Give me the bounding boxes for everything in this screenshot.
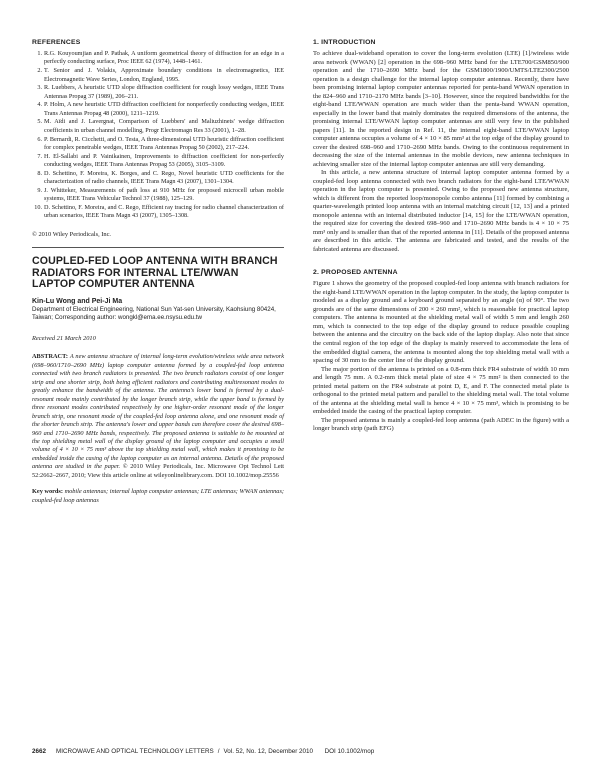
references-heading: REFERENCES	[32, 39, 81, 46]
reference-text: P. Holm, A new heuristic UTD diffraction coefficient for nonperfectly conducting wedges, IEEE Trans Antennas Propag 48 (2000), 1211–1219.	[44, 101, 284, 117]
reference-number: 5.	[37, 118, 42, 126]
left-column	[32, 38, 284, 505]
page-footer	[32, 748, 569, 756]
proposed-paragraph: Figure 1 shows the geometry of the proposed coupled-fed loop antenna with branch radiators for the eight-band LTE/WWAN operation in the laptop computer. In the study, the laptop computer is modeled as a display ground and a keyboard ground separated by an angle (α) of 90°. The two grounds are of the same dimensions of 200 × 260 mm², which is reasonable for practical laptop computers. The antenna is mounted at the shielding metal wall of width 5 mm and length 260 mm, which is connected to the top edge of the display ground to reduce possible coupling between the antenna and the circuitry on the back side of the laptop display. Also note that since the central region of the top edge of the display is mainly reserved to accommodate the lens of the embedded digital camera, the antenna is mounted along the top shielding metal wall with a spacing of 30 mm to the center line of the display ground.	[313, 280, 569, 365]
references-list	[32, 50, 284, 221]
reference-text: R. Luebbers, A heuristic UTD slope diffraction coefficient for rough lossy wedges, IEEE Trans Antennas Propag 37 (1989), 206–211.	[44, 84, 284, 100]
reference-number: 2.	[37, 67, 42, 75]
reference-text: H. El-Sallabi and P. Vainikainen, Improvements to diffraction coefficient for non-perfectly conducting wedges, IEEE Trans Antennas Propag 53 (2005), 3105–3109.	[44, 152, 284, 169]
page-number: 2662	[32, 748, 47, 755]
right-column	[313, 38, 569, 434]
reference-text: D. Schettino, F. Moreira, K. Borges, and C. Rego, Novel heuristic UTD coefficients for the characterization of radio channels, IEEE Trans Magn 43 (2007), 1301–1304.	[44, 169, 284, 186]
section-divider	[32, 247, 284, 248]
reference-item	[32, 118, 284, 135]
abstract	[32, 353, 284, 480]
article-title: COUPLED-FED LOOP ANTENNA WITH BRANCH RADIATORS FOR INTERNAL LTE/WWAN LAPTOP COMPUTER ANTENNA	[32, 255, 278, 291]
section-gap	[313, 254, 569, 268]
reference-item	[32, 187, 284, 204]
keywords-label: Key words:	[32, 488, 63, 496]
journal-doi: DOI 10.1002/mop	[324, 748, 375, 755]
reference-item	[32, 136, 284, 153]
reference-item	[32, 204, 284, 221]
reference-item	[32, 50, 284, 67]
reference-text: P. Bernardi, R. Cicchetti, and O. Testa, A three-dimensional UTD heuristic diffraction coefficient for complex penetrable wedges, IEEE Trans Antennas Propag 50 (2002), 217–224.	[44, 135, 284, 151]
references-copyright: © 2010 Wiley Periodicals, Inc.	[32, 230, 112, 238]
reference-item	[32, 170, 284, 187]
reference-number: 3.	[37, 84, 42, 92]
introduction-heading: 1. INTRODUCTION	[313, 39, 376, 46]
reference-number: 6.	[37, 135, 42, 143]
proposed-paragraph: The proposed antenna is mainly a coupled-fed loop antenna (path ADEC in the figure) with a longer branch strip (path EFG)	[313, 416, 569, 433]
intro-paragraph: To achieve dual-wideband operation to cover the long-term evolution (LTE) [1]/wireless wide area network (WWAN) [2] operation in the 698–960 MHz band for the LTE700/GSM850/900 operation and the 1710–2690 MHz band for the GSM1800/1900/UMTS/LTE2300/2500 operation is a design challenge for the internal laptop computer antennas. Recently, there have been promising internal laptop computer antennas reported for penta-band WWAN operation in the 824–960 and 1710–2170 MHz bands [3–10]. However, since the required bandwidths for the eight-band LTE/WWAN operation are much wider than the penta-band WWAN operation, especially in the lower band that mainly dominates the required dimensions of the antenna, the promising internal LTE/WWAN laptop computer antennas are still very few in the published papers [11]. In the reported design in Ref. 11, the internal eight-band LTE/WWAN laptop computer antenna occupies a volume of 4 × 10 × 85 mm³ at the top edge of the display ground to cover the desired 698–960 and 1710–2690 MHz bands. Owing to the continuous requirement in decreasing the size of the internal antennas in the mobile devices, new antenna techniques in achieving smaller size of the internal laptop computer antennas are still very demanding.	[313, 50, 569, 168]
reference-text: J. Whitteker, Measurements of path loss at 910 MHz for proposed microcell urban mobile systems, IEEE Trans Vehicular Technol 37 (1988), 125–129.	[44, 186, 284, 203]
intro-paragraph: In this article, a new antenna structure of internal laptop computer antenna formed by a coupled-fed loop antenna connected with two branch radiators for the eight-band LTE/WWAN operation in the laptop computer is presented. Owing to the proposed new antenna structure, which is different from the reported loop/monopole combo antenna [11] formed by combining a quarter-wavelength printed loop antenna with an internal matching circuit [12, 13] and a printed monopole antenna with an internal distributed inductor [14, 15] for the LTE/WWAN operation, the required size for covering the desired 698–960 and 1710–2690 MHz bands is 4 × 10 × 75 mm³ only and is smaller than that of the reported antenna in [11]. Details of the proposed antenna are described in this article. The antenna are fabricated and tested, and the results of the fabricated antenna are discussed.	[313, 169, 569, 253]
journal-volume: Vol. 52, No. 12, December 2010	[223, 748, 314, 755]
reference-item	[32, 101, 284, 118]
keywords-list: mobile antennas; internal laptop computer antennas; LTE antennas; WWAN antennas; coupled-fed loop antennas	[32, 488, 284, 504]
abstract-label: ABSTRACT:	[32, 353, 68, 361]
proposed-paragraph: The major portion of the antenna is printed on a 0.8-mm thick FR4 substrate of width 10 mm and length 75 mm. A 0.2-mm thick metal plate of size 4 × 75 mm² is then connected to the printed metal pattern on the FR4 substrate at point D, E, and F. The connected metal plate is orthogonal to the printed metal pattern and parallel to the shielding metal wall. The total volume of the antenna at the shielding metal wall is hence 4 × 10 × 75 mm³, which is promising to be embedded inside the casing of the practical laptop computer.	[313, 365, 569, 416]
footer-spacer	[317, 748, 321, 755]
reference-text: D. Schettino, F. Moreira, and C. Rego, Efficient ray tracing for radio channel characterization of urban scenarios, IEEE Trans Magn 43 (2007), 1305–1308.	[44, 203, 284, 220]
reference-number: 10.	[34, 203, 42, 211]
reference-text: R.G. Kouyoumjian and P. Pathak, A uniform geometrical theory of diffraction for an edge in a perfectly conducting surface, Proc IEEE 62 (1974), 1448–1461.	[44, 50, 284, 66]
reference-number: 4.	[37, 101, 42, 109]
keywords	[32, 488, 284, 505]
reference-number: 9.	[37, 186, 42, 194]
proposed-antenna-heading: 2. PROPOSED ANTENNA	[313, 269, 398, 277]
reference-number: 7.	[37, 152, 42, 160]
journal-name: MICROWAVE AND OPTICAL TECHNOLOGY LETTERS	[56, 748, 214, 755]
reference-number: 1.	[37, 50, 42, 57]
reference-item	[32, 153, 284, 170]
received-date: Received 21 March 2010	[32, 335, 96, 343]
reference-number: 8.	[37, 169, 42, 177]
reference-item	[32, 67, 284, 84]
reference-text: T. Senior and J. Volakis, Approximate boundary conditions in electromagnetics, IEE Electromagnetic Wave Series, London, England, 1995.	[44, 67, 284, 83]
reference-item	[32, 84, 284, 101]
article-authors: Kin-Lu Wong and Pei-Ji Ma	[32, 298, 123, 306]
footer-separator: /	[217, 748, 220, 755]
abstract-body: A new antenna structure of internal long-term evolution/wireless wide area network (698–960/1710–2690 MHz) laptop computer antenna formed by a coupled-fed loop antenna connected with two branch radiators is presented. The two branch radiators consist of one longer strip and one shorter strip, both being efficient radiators and contributing multiresonant modes to greatly enhance the bandwidth of the antenna. The antenna's lower band is formed by a dual-resonant mode mainly contributed by the longer branch strip, while the upper band is formed by three resonant modes contributed respectively by one higher-order resonant mode of the longer branch strip, one resonant mode of the coupled-fed loop antenna alone, and one resonant mode of the shorter branch strip. The antenna's lower and upper bands can therefore cover the desired 698–960 and 1710–2690 MHz bands, respectively. The proposed antenna is suitable to be mounted at the top shielding metal wall of the display ground of the laptop computer and occupies a small volume of 4 × 10 × 75 mm³ above the top shielding metal wall, which makes it promising to be embedded inside the casing of the laptop computer as an internal antenna. Details of the proposed antenna are studied in the paper.	[32, 353, 285, 471]
abstract-citation: © 2010 Wiley Periodicals, Inc. Microwave Opt Technol Lett 52:2662–2667, 2010; View this article online at wileyonlinelibrary.com. DOI 10.1002/mop.25556	[32, 463, 285, 479]
reference-text: M. Aïdi and J. Lavergnat, Comparison of Luebbers' and Maliuzhinets' wedge diffraction coefficients in urban channel modelling, Progr Electromagn Res 33 (2001), 1–28.	[44, 118, 284, 134]
article-affiliation: Department of Electrical Engineering, National Sun Yat-sen University, Kaohsiung 80424, Taiwan; Corresponding author: wongkl@ema.ee.nsysu.edu.tw	[32, 306, 276, 322]
